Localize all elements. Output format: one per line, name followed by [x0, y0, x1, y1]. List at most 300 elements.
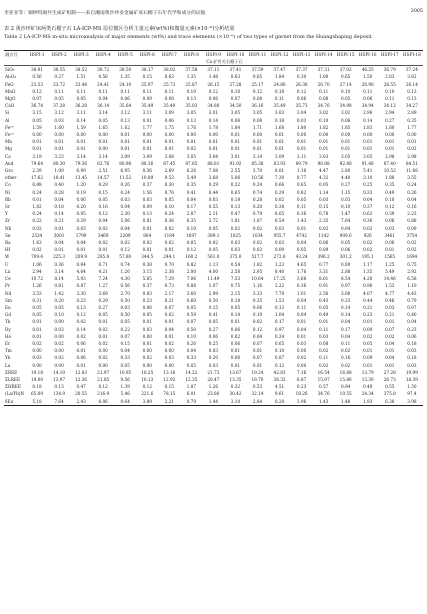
table-cell: 0.09 [407, 225, 417, 231]
table-cell: 0.00 [407, 132, 417, 138]
table-cell: 10.52 [383, 168, 396, 174]
table-cell: 0.00 [32, 362, 42, 368]
table-cell: 0.44 [208, 189, 219, 195]
table-cell: 0.02 [318, 362, 329, 368]
table-cell: 65.09 [31, 391, 44, 397]
table-cell: 87.85 [185, 160, 198, 166]
table-cell: 88.81 [207, 160, 220, 166]
group-row [4, 58, 423, 66]
table-cell: 0.04 [98, 218, 108, 224]
row-label: MgO [5, 96, 16, 102]
table-cell: 0.00 [142, 362, 152, 368]
table-cell: 0.01 [252, 348, 263, 354]
table-cell: 0.01 [32, 146, 42, 152]
group-label: Ca 矿有关石榴子石 [26, 58, 423, 66]
table-cell: 0.35 [252, 297, 263, 303]
table-row [4, 268, 423, 275]
table-cell: 1.26 [208, 384, 219, 390]
table-cell: 0.01 [164, 247, 174, 253]
table-cell: 0.35 [186, 182, 197, 188]
table-cell: 2.84 [246, 398, 268, 406]
table-cell: 1.01 [296, 290, 307, 296]
table-cell: 1.76 [296, 268, 307, 274]
table-cell: 0.01 [142, 247, 152, 253]
table-cell: 1.62 [120, 124, 130, 130]
table-cell: 0.16 [341, 355, 351, 361]
table-cell: 15.86 [339, 376, 352, 382]
table-cell: 0.06 [230, 326, 241, 332]
row-label: Ce [5, 276, 11, 282]
table-cell: 2.96 [363, 110, 373, 116]
table-cell: 17.62 [31, 175, 44, 181]
table-cell: 3.23 [54, 153, 64, 159]
table-cell: 1.59 [76, 124, 86, 130]
table-row [4, 376, 423, 383]
table-cell: 0.36 [142, 168, 152, 174]
table-cell: 0.00 [296, 348, 307, 354]
table-cell: 4.21 [98, 268, 108, 274]
table-cell: 0.01 [98, 319, 108, 325]
table-cell: 0.05 [98, 196, 108, 202]
table-cell: 0.07 [252, 340, 263, 346]
table-cell: 14.57 [97, 175, 110, 181]
table-cell: 3.33 [252, 290, 263, 296]
table-cell: 0.01 [385, 319, 395, 325]
table-cell: 12.36 [75, 376, 88, 382]
table-cell: 1.35 [186, 74, 197, 80]
table-cell: 2534 [31, 232, 43, 238]
table-cell: 0.04 [341, 319, 351, 325]
table-cell: 0.04 [98, 96, 108, 102]
table-cell: 10.72 [31, 276, 44, 282]
table-cell: 0.07 [32, 96, 42, 102]
table-cell: 1.84 [274, 74, 285, 80]
table-cell: 0.23 [363, 312, 373, 318]
table-cell: 0.03 [142, 326, 152, 332]
table-cell: 3.14 [54, 268, 64, 274]
table-caption [4, 26, 423, 41]
table-cell: 0.75 [230, 283, 241, 289]
table-cell: 3.98 [401, 398, 423, 406]
table-cell: 0.01 [230, 139, 241, 145]
table-cell: 0.01 [385, 362, 395, 368]
table-cell: 1.16 [296, 168, 307, 174]
table-cell: 0.01 [296, 319, 307, 325]
table-cell: 0.13 [407, 88, 417, 94]
table-cell: 0.14 [230, 312, 241, 318]
table-cell: 0.65 [230, 189, 241, 195]
table-cell: 389.1 [207, 232, 220, 238]
table-cell: 3.14 [98, 153, 108, 159]
table-cell: 2.56 [318, 290, 329, 296]
table-cell: 37.31 [317, 67, 330, 73]
table-cell: 804 [143, 232, 152, 238]
table-cell: 0.06 [230, 355, 241, 361]
table-cell: 0.33 [186, 355, 197, 361]
table-cell: 1.27 [98, 283, 108, 289]
table-cell: 13.35 [229, 376, 242, 382]
table-cell: 3.03 [318, 153, 329, 159]
table-cell: 0.01 [98, 333, 108, 339]
table-cell: 0.95 [318, 182, 329, 188]
table-cell: 7.16 [296, 369, 307, 375]
table-cell: 0.02 [252, 225, 263, 231]
table-cell: 3.01 [230, 153, 241, 159]
table-cell: 0.29 [76, 218, 86, 224]
table-cell: 23.80 [207, 391, 220, 397]
table-cell: 85.38 [251, 160, 264, 166]
row-label: Sm [5, 297, 12, 303]
table-cell: 2.43 [70, 398, 92, 406]
table-cell: 1.48 [335, 398, 357, 406]
table-cell: 35.49 [273, 103, 286, 109]
row-label: Ba [5, 240, 11, 246]
table-cell: 0.05 [32, 117, 42, 123]
table-cell: 0.33 [120, 355, 130, 361]
table-cell: 0.00 [54, 348, 64, 354]
table-cell: 0.03 [54, 326, 64, 332]
table-cell: 2.80 [341, 168, 351, 174]
row-label: Ca [5, 153, 11, 159]
table-cell: 13.67 [229, 369, 242, 375]
table-row [4, 153, 423, 160]
table-cell: 25.87 [185, 81, 198, 87]
table-cell: 18.70 [251, 376, 264, 382]
table-cell: 0.05 [186, 240, 197, 246]
table-cell: 0.44 [363, 297, 373, 303]
table-cell: 2.94 [385, 110, 395, 116]
table-cell: 0.02 [164, 312, 174, 318]
table-cell: 0.19 [252, 312, 263, 318]
table-cell: 0.12 [142, 384, 152, 390]
table-cell: 1.35 [363, 268, 373, 274]
table-cell: 375.8 [383, 391, 396, 397]
table-cell: 0.15 [98, 189, 108, 195]
table-cell: 0.60 [186, 297, 197, 303]
table-cell: 1.26 [32, 283, 42, 289]
table-cell: 19.99 [405, 369, 418, 375]
table-cell: 0.10 [385, 88, 395, 94]
row-label: Fe³⁺ [5, 124, 15, 130]
table-row [4, 117, 423, 124]
table-cell: 1.80 [385, 124, 395, 130]
table-cell: 0.01 [296, 333, 307, 339]
table-cell: 0.05 [296, 247, 307, 253]
table-row [4, 261, 423, 268]
table-cell: 1.68 [274, 124, 285, 130]
table-cell: 1025 [230, 232, 241, 238]
table-cell: 0.02 [407, 240, 417, 246]
table-cell: 0.01 [274, 132, 285, 138]
table-cell: 0.01 [296, 225, 307, 231]
table-cell: 0.06 [230, 340, 241, 346]
table-cell: 0.01 [54, 225, 64, 231]
table-cell: 0.41 [208, 312, 219, 318]
table-cell: 9.61 [274, 391, 285, 397]
table-cell: 0.16 [407, 204, 417, 210]
table-cell: 0.36 [363, 218, 373, 224]
row-label: Ni [5, 189, 11, 195]
table-cell: 0.13 [274, 304, 285, 310]
table-cell: 0.14 [76, 326, 86, 332]
table-cell: 91.48 [361, 160, 374, 166]
table-cell: 0.03 [385, 225, 395, 231]
table-cell: 42.83 [273, 369, 286, 375]
table-cell: 0.02 [341, 362, 351, 368]
table-cell: 0.03 [54, 117, 64, 123]
table-cell: 5.93 [76, 276, 86, 282]
table-cell: 0.06 [385, 218, 395, 224]
table-cell: 0.05 [318, 304, 329, 310]
table-cell: 4.43 [407, 290, 417, 296]
table-cell: 0.01 [142, 225, 152, 231]
table-cell: 25.97 [141, 81, 154, 87]
table-cell: 0.09 [142, 204, 152, 210]
column-header: HSPI-3 [70, 51, 92, 59]
table-cell: 0.18 [230, 196, 241, 202]
table-cell: 0.23 [142, 297, 152, 303]
table-cell: 0.13 [230, 204, 241, 210]
table-cell: 1.87 [252, 218, 263, 224]
table-cell: 0.03 [341, 196, 351, 202]
table-cell: 0.74 [120, 261, 130, 267]
table-cell: 0.85 [252, 74, 263, 80]
table-cell: 0.64 [114, 398, 136, 406]
table-row [4, 275, 423, 282]
row-label: U [5, 261, 9, 267]
table-cell: 38.72 [97, 67, 110, 73]
table-cell: 0.15 [208, 304, 219, 310]
table-cell: 0.25 [208, 340, 219, 346]
table-cell: 0.02 [98, 225, 108, 231]
table-cell: 344.5 [141, 254, 154, 260]
table-cell: 5.49 [385, 268, 395, 274]
table-cell: 4.40 [341, 175, 351, 181]
table-cell: 3.09 [120, 153, 130, 159]
table-cell: 0.62 [363, 211, 373, 217]
table-cell: 0.02 [407, 146, 417, 152]
table-cell: 6.01 [186, 391, 197, 397]
table-cell: 0.75 [407, 261, 417, 267]
table-cell: 0.02 [407, 247, 417, 253]
row-label: And [5, 160, 14, 166]
table-cell: 0.03 [142, 196, 152, 202]
table-cell: 24.41 [97, 81, 110, 87]
table-cell: 0.02 [230, 333, 241, 339]
table-cell: 1142 [318, 232, 329, 238]
table-cell: 10.64 [251, 276, 264, 282]
table-cell: 0.03 [32, 355, 42, 361]
table-row [4, 81, 423, 88]
table-cell: 0.76 [164, 189, 174, 195]
table-cell: 0.04 [76, 240, 86, 246]
table-cell: 0.14 [341, 312, 351, 318]
table-cell: 37.59 [251, 67, 264, 73]
table-cell: 1.20 [76, 182, 86, 188]
table-cell: 2.21 [158, 398, 180, 406]
table-cell: 0.00 [54, 132, 64, 138]
table-cell: 0.06 [208, 333, 219, 339]
table-cell: 2.69 [164, 168, 174, 174]
table-cell: 0.06 [76, 196, 86, 202]
table-cell: 18.41 [53, 175, 66, 181]
table-cell: 13.30 [361, 376, 374, 382]
table-cell: 5.49 [186, 175, 197, 181]
table-cell: 1.44 [202, 398, 224, 406]
table-cell: 12.35 [185, 376, 198, 382]
table-cell: 2.15 [230, 290, 241, 296]
table-cell: 0.05 [186, 304, 197, 310]
table-cell: 0.02 [318, 348, 329, 354]
table-cell: 0.14 [341, 304, 351, 310]
table-cell: 35.03 [185, 103, 198, 109]
table-cell: 0.01 [318, 319, 329, 325]
table-cell: 1.43 [296, 218, 307, 224]
table-cell: 0.04 [296, 297, 307, 303]
table-cell: 0.20 [76, 204, 86, 210]
table-cell: 1.47 [341, 211, 351, 217]
table-cell: 3.05 [252, 110, 263, 116]
table-cell: 0.31 [32, 297, 42, 303]
table-cell: 0.06 [252, 304, 263, 310]
column-header: HSPI-14 [313, 51, 335, 59]
table-cell: 0.37 [363, 204, 373, 210]
table-cell: 0.00 [208, 132, 219, 138]
table-cell: 0.02 [186, 146, 197, 152]
table-cell: 34.12 [383, 103, 396, 109]
table-cell: 9.56 [120, 376, 130, 382]
table-cell: 0.12 [98, 211, 108, 217]
table-cell: 0.02 [54, 340, 64, 346]
table-cell: 0.14 [76, 117, 86, 123]
table-cell: 0.04 [164, 326, 174, 332]
table-cell: 0.10 [274, 348, 285, 354]
table-cell: 3.70 [252, 168, 263, 174]
table-cell: 1.15 [341, 189, 351, 195]
table-cell: 0.04 [54, 240, 64, 246]
table-cell: 2209 [119, 232, 131, 238]
table-cell: 26.38 [295, 81, 308, 87]
table-cell: 0.24 [252, 182, 263, 188]
table-cell: 4.51 [274, 384, 285, 390]
table-cell: 2.89 [407, 110, 417, 116]
table-cell: 2.39 [32, 168, 42, 174]
table-cell: 0.13 [186, 117, 197, 123]
table-cell: 0.01 [32, 326, 42, 332]
table-cell: 0.65 [274, 340, 285, 346]
table-row [4, 354, 423, 361]
table-cell: 0.36 [296, 283, 307, 289]
table-cell: 0.82 [186, 261, 197, 267]
table-cell: 0.53 [252, 384, 263, 390]
table-cell: 244.1 [163, 254, 176, 260]
column-header: HSPI-8 [180, 51, 202, 59]
table-cell: 0.04 [407, 196, 417, 202]
column-header: HSPI-17 [379, 51, 401, 59]
table-cell: 0.01 [363, 139, 373, 145]
table-cell: 0.00 [54, 362, 64, 368]
row-label: ΣLREE [5, 376, 21, 382]
table-cell: 0.03 [252, 247, 263, 253]
table-cell: 16.88 [339, 369, 352, 375]
column-header: HSPI-5 [114, 51, 136, 59]
table-cell: 3.89 [136, 398, 158, 406]
table-cell: 0.07 [230, 96, 241, 102]
table-cell: 16.54 [317, 369, 330, 375]
table-cell: 0.06 [76, 340, 86, 346]
table-cell: 0.01 [120, 132, 130, 138]
table-cell: 92.48 [339, 160, 352, 166]
table-cell: 3.69 [98, 290, 108, 296]
table-cell: 0.05 [32, 312, 42, 318]
table-cell: 18.39 [405, 376, 418, 382]
table-cell: 0.08 [318, 96, 329, 102]
table-cell: 0.13 [142, 211, 152, 217]
table-cell: 0.01 [54, 139, 64, 145]
table-cell: 0.12 [98, 384, 108, 390]
table-cell: 4.64 [76, 268, 86, 274]
table-row [4, 73, 423, 80]
table-cell: 0.01 [385, 146, 395, 152]
table-cell: 0.01 [76, 146, 86, 152]
table-cell: 23.53 [31, 81, 44, 87]
table-cell: 3.68 [296, 276, 307, 282]
table-cell: 0.10 [230, 88, 241, 94]
table-cell: 0.39 [385, 211, 395, 217]
table-cell: 26.55 [383, 81, 396, 87]
table-cell: 1.14 [318, 189, 329, 195]
table-cell: 0.01 [142, 117, 152, 123]
table-cell: 0.03 [385, 304, 395, 310]
table-cell: 4.65 [296, 261, 307, 267]
table-cell: 2.23 [407, 211, 417, 217]
table-cell: 3461 [384, 232, 396, 238]
table-cell: 37.58 [185, 67, 198, 73]
table-row [4, 217, 423, 224]
table-cell: 2.58 [230, 268, 241, 274]
table-cell: 0.01 [164, 139, 174, 145]
table-cell: 0.50 [186, 326, 197, 332]
table-cell: 0.01 [142, 340, 152, 346]
table-cell: 0.16 [98, 204, 108, 210]
table-cell: 0.02 [164, 240, 174, 246]
table-cell: 0.12 [385, 204, 395, 210]
table-row [4, 145, 423, 152]
table-cell: 0.01 [252, 139, 263, 145]
table-cell: 0.03 [208, 362, 219, 368]
table-cell: 0.21 [363, 304, 373, 310]
table-cell: 83.93 [273, 160, 286, 166]
table-cell: 3.05 [363, 153, 373, 159]
table-cell: 3.14 [76, 153, 86, 159]
table-cell: 90.88 [317, 160, 330, 166]
table-cell: 10.95 [119, 369, 132, 375]
table-cell: 0.46 [385, 297, 395, 303]
table-cell: 0.55 [385, 384, 395, 390]
table-cell: 0.95 [76, 211, 86, 217]
table-cell: 1565 [384, 254, 396, 260]
table-row [4, 304, 423, 311]
table-cell: 0.04 [363, 196, 373, 202]
table-cell: 25.17 [251, 81, 264, 87]
table-cell: 0.13 [186, 96, 197, 102]
table-cell: 5.06 [120, 218, 130, 224]
table-cell: 0.06 [407, 333, 417, 339]
table-cell: 0.05 [32, 304, 42, 310]
table-cell: 24.34 [361, 391, 374, 397]
row-label: Pr [5, 283, 10, 289]
row-label: SiO₂ [5, 67, 15, 73]
